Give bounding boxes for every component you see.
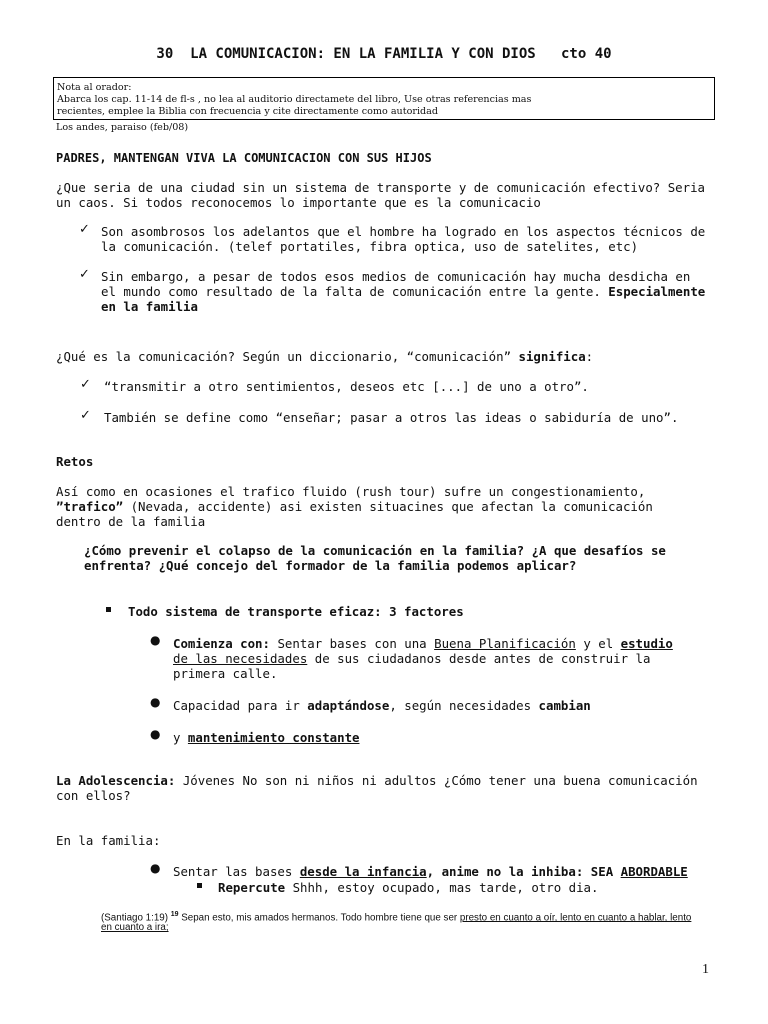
emphasis: Repercute <box>218 880 286 895</box>
emphasis: La Adolescencia: <box>56 773 176 788</box>
list-item-line <box>173 636 673 651</box>
question-line: ¿Cómo prevenir el colapso de la comunicación en la familia? ¿A que desafíos se <box>84 543 666 558</box>
paragraph-line <box>56 773 698 788</box>
list-item-line: primera calle. <box>173 666 278 681</box>
underlined-emphasis: ABORDABLE <box>620 864 688 879</box>
checklist-item-line: Son asombrosos los adelantos que el hombre ha logrado en los aspectos técnicos de <box>101 224 706 239</box>
paragraph-line: dentro de la familia <box>56 514 206 529</box>
note-line: recientes, emplee la Biblia con frecuencia y cite directamente como autoridad <box>57 106 439 117</box>
text-run: el mundo como resultado de la falta de comunicación entre la gente. <box>101 284 609 299</box>
list-item-line <box>173 864 688 879</box>
bullet-icon: ● <box>150 727 161 741</box>
verse-number: 19 <box>170 911 179 918</box>
checkmark-icon: ✓ <box>80 408 91 423</box>
underlined-text: presto en cuanto a oír, lento en cuanto a hablar, lento <box>459 912 692 924</box>
emphasis: cambian <box>538 698 591 713</box>
bible-verse-line <box>101 922 169 934</box>
text-run: : <box>585 349 594 364</box>
page-title: 30 LA COMUNICACION: EN LA FAMILIA Y CON DIOS cto 40 <box>156 46 612 62</box>
paragraph-line: un caos. Si todos reconocemos lo importante que es la comunicacio <box>56 195 541 210</box>
text-run: Jóvenes No son ni niños ni adultos ¿Cómo tener una buena comunicación <box>175 773 698 788</box>
emphasis: Comienza con: <box>173 636 270 651</box>
bullet-icon: ● <box>150 695 161 709</box>
list-item-line <box>173 651 650 666</box>
list-item-line <box>218 880 598 895</box>
text-run: ¿Qué es la comunicación? Según un diccionario, “comunicación” <box>56 349 519 364</box>
section-heading: Retos <box>56 454 94 469</box>
paragraph-line: ¿Que seria de una ciudad sin un sistema de transporte y de comunicación efectivo? Seria <box>56 180 706 195</box>
emphasis: en la familia <box>101 299 198 314</box>
paragraph-line <box>56 349 593 364</box>
text-run: Capacidad para ir <box>173 698 308 713</box>
underlined-emphasis: mantenimiento constante <box>187 730 360 745</box>
text-run: de sus ciudadanos desde antes de construir la <box>307 651 651 666</box>
checklist-item-line <box>101 284 705 299</box>
checkmark-icon: ✓ <box>79 222 90 237</box>
text-run: , según necesidades <box>389 698 539 713</box>
list-item-line <box>173 730 360 745</box>
text-run: Sentar las bases <box>173 864 300 879</box>
text-run: Shhh, estoy ocupado, mas tarde, otro dia. <box>285 880 599 895</box>
text-run: y el <box>575 636 621 651</box>
checkmark-icon: ✓ <box>80 377 91 392</box>
square-bullet-icon <box>197 883 202 888</box>
paragraph-line: con ellos? <box>56 788 131 803</box>
checkmark-icon: ✓ <box>79 267 90 282</box>
verse-reference: (Santiago 1:19) <box>101 912 171 924</box>
underlined-text: Buena Planificación <box>434 636 576 651</box>
underlined-emphasis: desde la infancia <box>299 864 427 879</box>
section-heading: PADRES, MANTENGAN VIVA LA COMUNICACION CON SUS HIJOS <box>56 151 432 165</box>
place-date: Los andes, paraiso (feb/08) <box>56 122 189 133</box>
square-bullet-icon <box>106 607 111 612</box>
emphasis: significa <box>518 349 586 364</box>
text-run: y <box>173 730 188 745</box>
paragraph-line <box>56 499 653 514</box>
text-run: Sentar bases con una <box>269 636 435 651</box>
page-number: 1 <box>702 962 709 977</box>
underlined-emphasis: estudio <box>620 636 673 651</box>
speaker-note-box <box>53 77 715 120</box>
underlined-text: en cuanto a ira; <box>101 922 169 933</box>
emphasis: adaptándose <box>307 698 390 713</box>
checklist-item-line: “transmitir a otro sentimientos, deseos etc [...] de uno a otro”. <box>104 379 589 394</box>
bible-verse-line <box>101 909 691 924</box>
text-run: Sepan esto, mis amados hermanos. Todo hombre tiene que ser <box>178 912 460 924</box>
question-line: enfrenta? ¿Qué concejo del formador de la familia podemos aplicar? <box>84 558 577 573</box>
paragraph-line: Así como en ocasiones el trafico fluido (rush tour) sufre un congestionamiento, <box>56 484 646 499</box>
emphasis: ”trafico” <box>56 499 124 514</box>
checklist-item-line: También se define como “enseñar; pasar a otros las ideas o sabiduría de uno”. <box>104 410 679 425</box>
list-item: Todo sistema de transporte eficaz: 3 factores <box>128 604 464 619</box>
checklist-item-line: Sin embargo, a pesar de todos esos medios de comunicación hay mucha desdicha en <box>101 269 691 284</box>
emphasis: Especialmente <box>608 284 706 299</box>
bullet-icon: ● <box>150 861 161 875</box>
emphasis: , anime no la inhiba: SEA <box>426 864 621 879</box>
text-run: (Nevada, accidente) asi existen situacines que afectan la comunicación <box>123 499 653 514</box>
note-label: Nota al orador: <box>57 82 132 93</box>
checklist-item-line: la comunicación. (telef portatiles, fibra optica, uso de satelites, etc) <box>101 239 639 254</box>
underlined-text: de las necesidades <box>173 651 308 666</box>
note-line: Abarca los cap. 11-14 de fl-s , no lea al auditorio directamete del libro, Use otras referencias mas <box>57 94 532 105</box>
list-item-line <box>173 698 591 713</box>
paragraph-line: En la familia: <box>56 833 161 848</box>
bullet-icon: ● <box>150 633 161 647</box>
